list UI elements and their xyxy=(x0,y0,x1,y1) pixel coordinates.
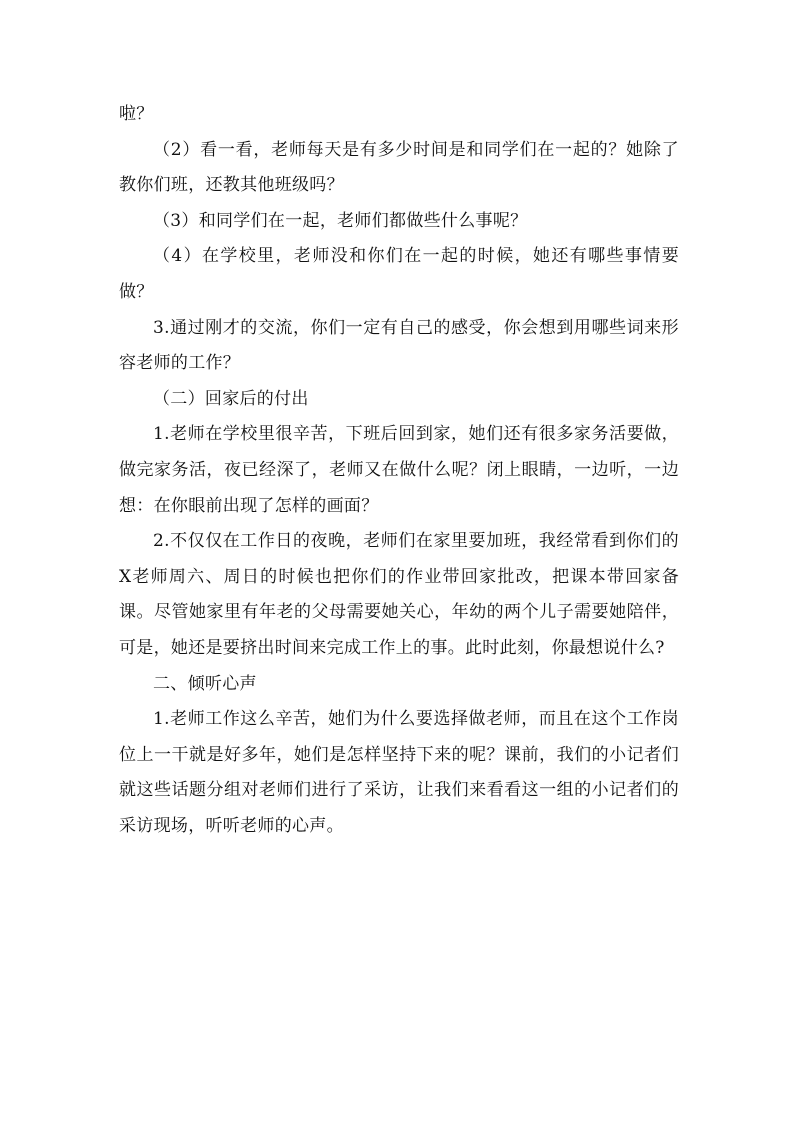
section-heading-listen: 二、倾听心声 xyxy=(153,673,257,694)
paragraph-home-2: 2.不仅仅在工作日的夜晚，老师们在家里要加班，我经常看到你们的X老师周六、周日的时候也把你们的作业带回家批改，把课本带回家备课。尽管她家里有年老的父母需要她关心，年幼的两个儿子需要她陪伴，可是，她还是要挤出时间来完成工作上的事。此时此刻，你最想说什么? xyxy=(119,531,679,658)
document-body xyxy=(119,97,679,844)
paragraph-question-3: （3）和同学们在一起，老师们都做些什么事呢？ xyxy=(153,210,528,231)
paragraph-continuation: 啦？ xyxy=(119,104,154,124)
paragraph-listen-1: 1.老师工作这么辛苦，她们为什么要选择做老师，而且在这个工作岗位上一干就是好多年，她们是怎样坚持下来的呢？课前，我们的小记者们就这些话题分组对老师们进行了采访，让我们来看看这一组的小记者们的采访现场，听听老师的心声。 xyxy=(119,709,679,836)
paragraph-step-3: 3.通过刚才的交流，你们一定有自己的感受，你会想到用哪些词来形容老师的工作？ xyxy=(119,317,679,374)
section-heading-after-home: （二）回家后的付出 xyxy=(153,388,309,409)
paragraph-home-1: 1.老师在学校里很辛苦，下班后回到家，她们还有很多家务活要做，做完家务活，夜已经深了，老师又在做什么呢？闭上眼睛，一边听，一边想：在你眼前出现了怎样的画面？ xyxy=(119,424,679,516)
paragraph-question-4: （4）在学校里，老师没和你们在一起的时候，她还有哪些事情要做？ xyxy=(119,246,679,302)
paragraph-question-2: （2）看一看，老师每天是有多少时间是和同学们在一起的？她除了教你们班，还教其他班级吗？ xyxy=(119,139,679,196)
